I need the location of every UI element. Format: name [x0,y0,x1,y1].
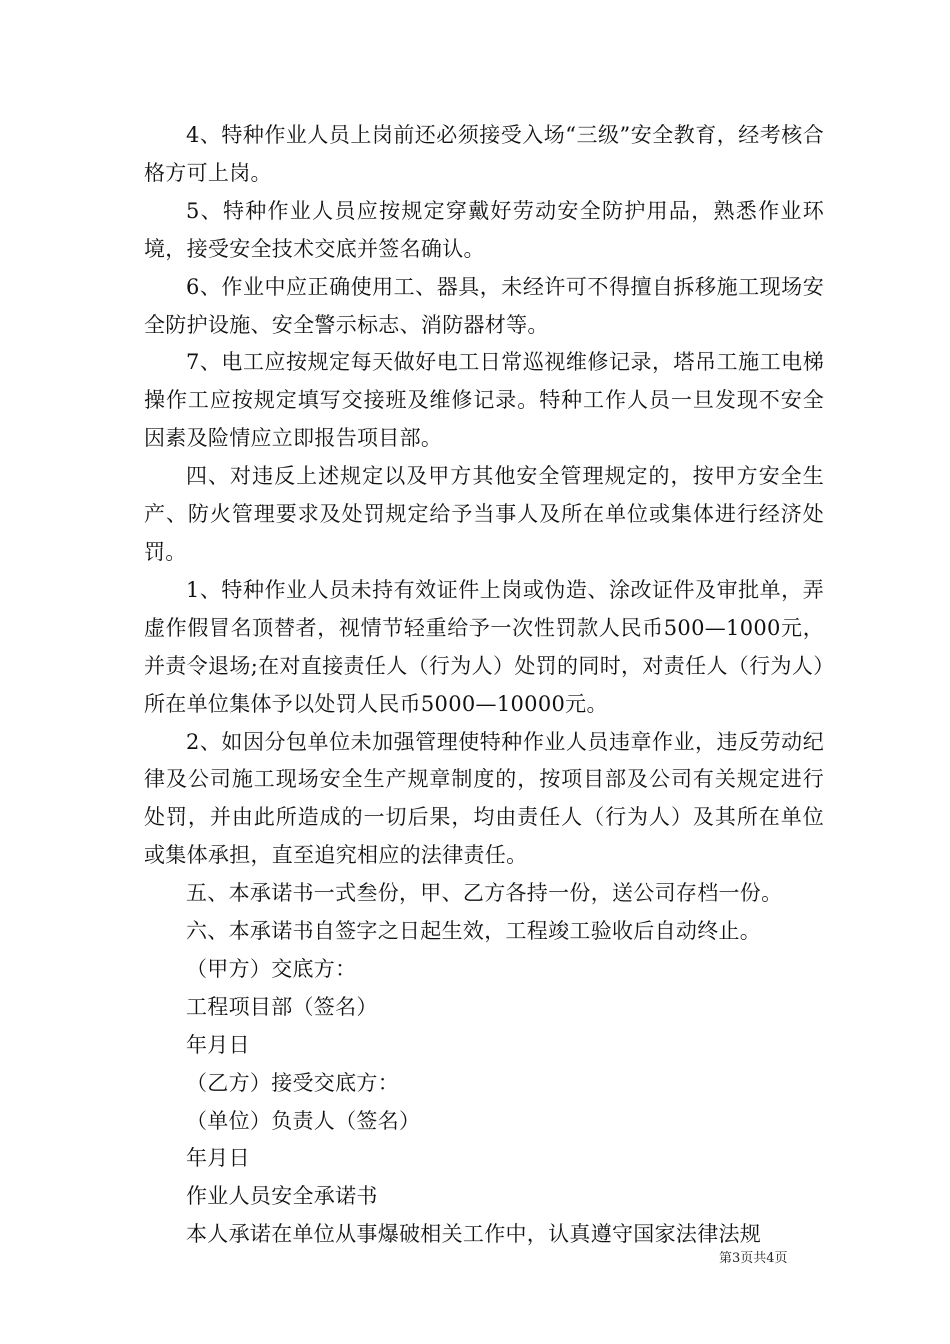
paragraph-section-6-validity: 六、本承诺书自签字之日起生效，工程竣工验收后自动终止。 [186,919,762,944]
page-number-label: 第3页共4页 [719,1251,788,1266]
party-a-label: （甲方）交底方： [186,956,357,981]
document-body [144,117,824,1254]
party-b-label: （乙方）接受交底方： [186,1070,399,1095]
party-a-signature-line: 工程项目部（签名） [186,994,378,1019]
paragraph-penalty-1: 1、特种作业人员未持有效证件上岗或伪造、涂改证件及审批单，弄虚作假冒名顶替者，视情节轻重给予一次性罚款人民币500—1000元，并责令退场;在对直接责任人（行为人）处罚的同时，对责任人（行为人）所在单位集体予以处罚人民币5000—10000元。 [144,577,824,716]
paragraph-item-4-training: 4、特种作业人员上岗前还必须接受入场“三级”安全教育，经考核合格方可上岗。 [144,123,824,185]
party-b-signature-line: （单位）负责人（签名） [186,1108,421,1133]
paragraph-section-5-copies: 五、本承诺书一式叁份，甲、乙方各持一份，送公司存档一份。 [186,881,783,906]
paragraph-pledge-body: 本人承诺在单位从事爆破相关工作中，认真遵守国家法律法规 [186,1222,762,1247]
paragraph-penalty-2: 2、如因分包单位未加强管理使特种作业人员违章作业，违反劳动纪律及公司施工现场安全生产规章制度的，按项目部及公司有关规定进行处罚，并由此所造成的一切后果，均由责任人（行为人）及其所在单位或集体承担，直至追究相应的法律责任。 [144,729,824,868]
party-b-date-line: 年月日 [186,1146,250,1171]
paragraph-section-4-penalties: 四、对违反上述规定以及甲方其他安全管理规定的，按甲方安全生产、防火管理要求及处罚规定给予当事人及所在单位或集体进行经济处罚。 [144,464,824,564]
party-a-date-line: 年月日 [186,1032,250,1057]
section-title-safety-pledge: 作业人员安全承诺书 [186,1184,378,1209]
page-number-footer [719,1251,788,1267]
paragraph-item-6-tools: 6、作业中应正确使用工、器具，未经许可不得擅自拆移施工现场安全防护设施、安全警示标志、消防器材等。 [144,274,824,337]
paragraph-item-5-protective-gear: 5、特种作业人员应按规定穿戴好劳动安全防护用品，熟悉作业环境，接受安全技术交底并签名确认。 [144,198,824,261]
paragraph-item-7-records: 7、电工应按规定每天做好电工日常巡视维修记录，塔吊工施工电梯操作工应按规定填写交接班及维修记录。特种工作人员一旦发现不安全因素及险情应立即报告项目部。 [144,350,824,451]
